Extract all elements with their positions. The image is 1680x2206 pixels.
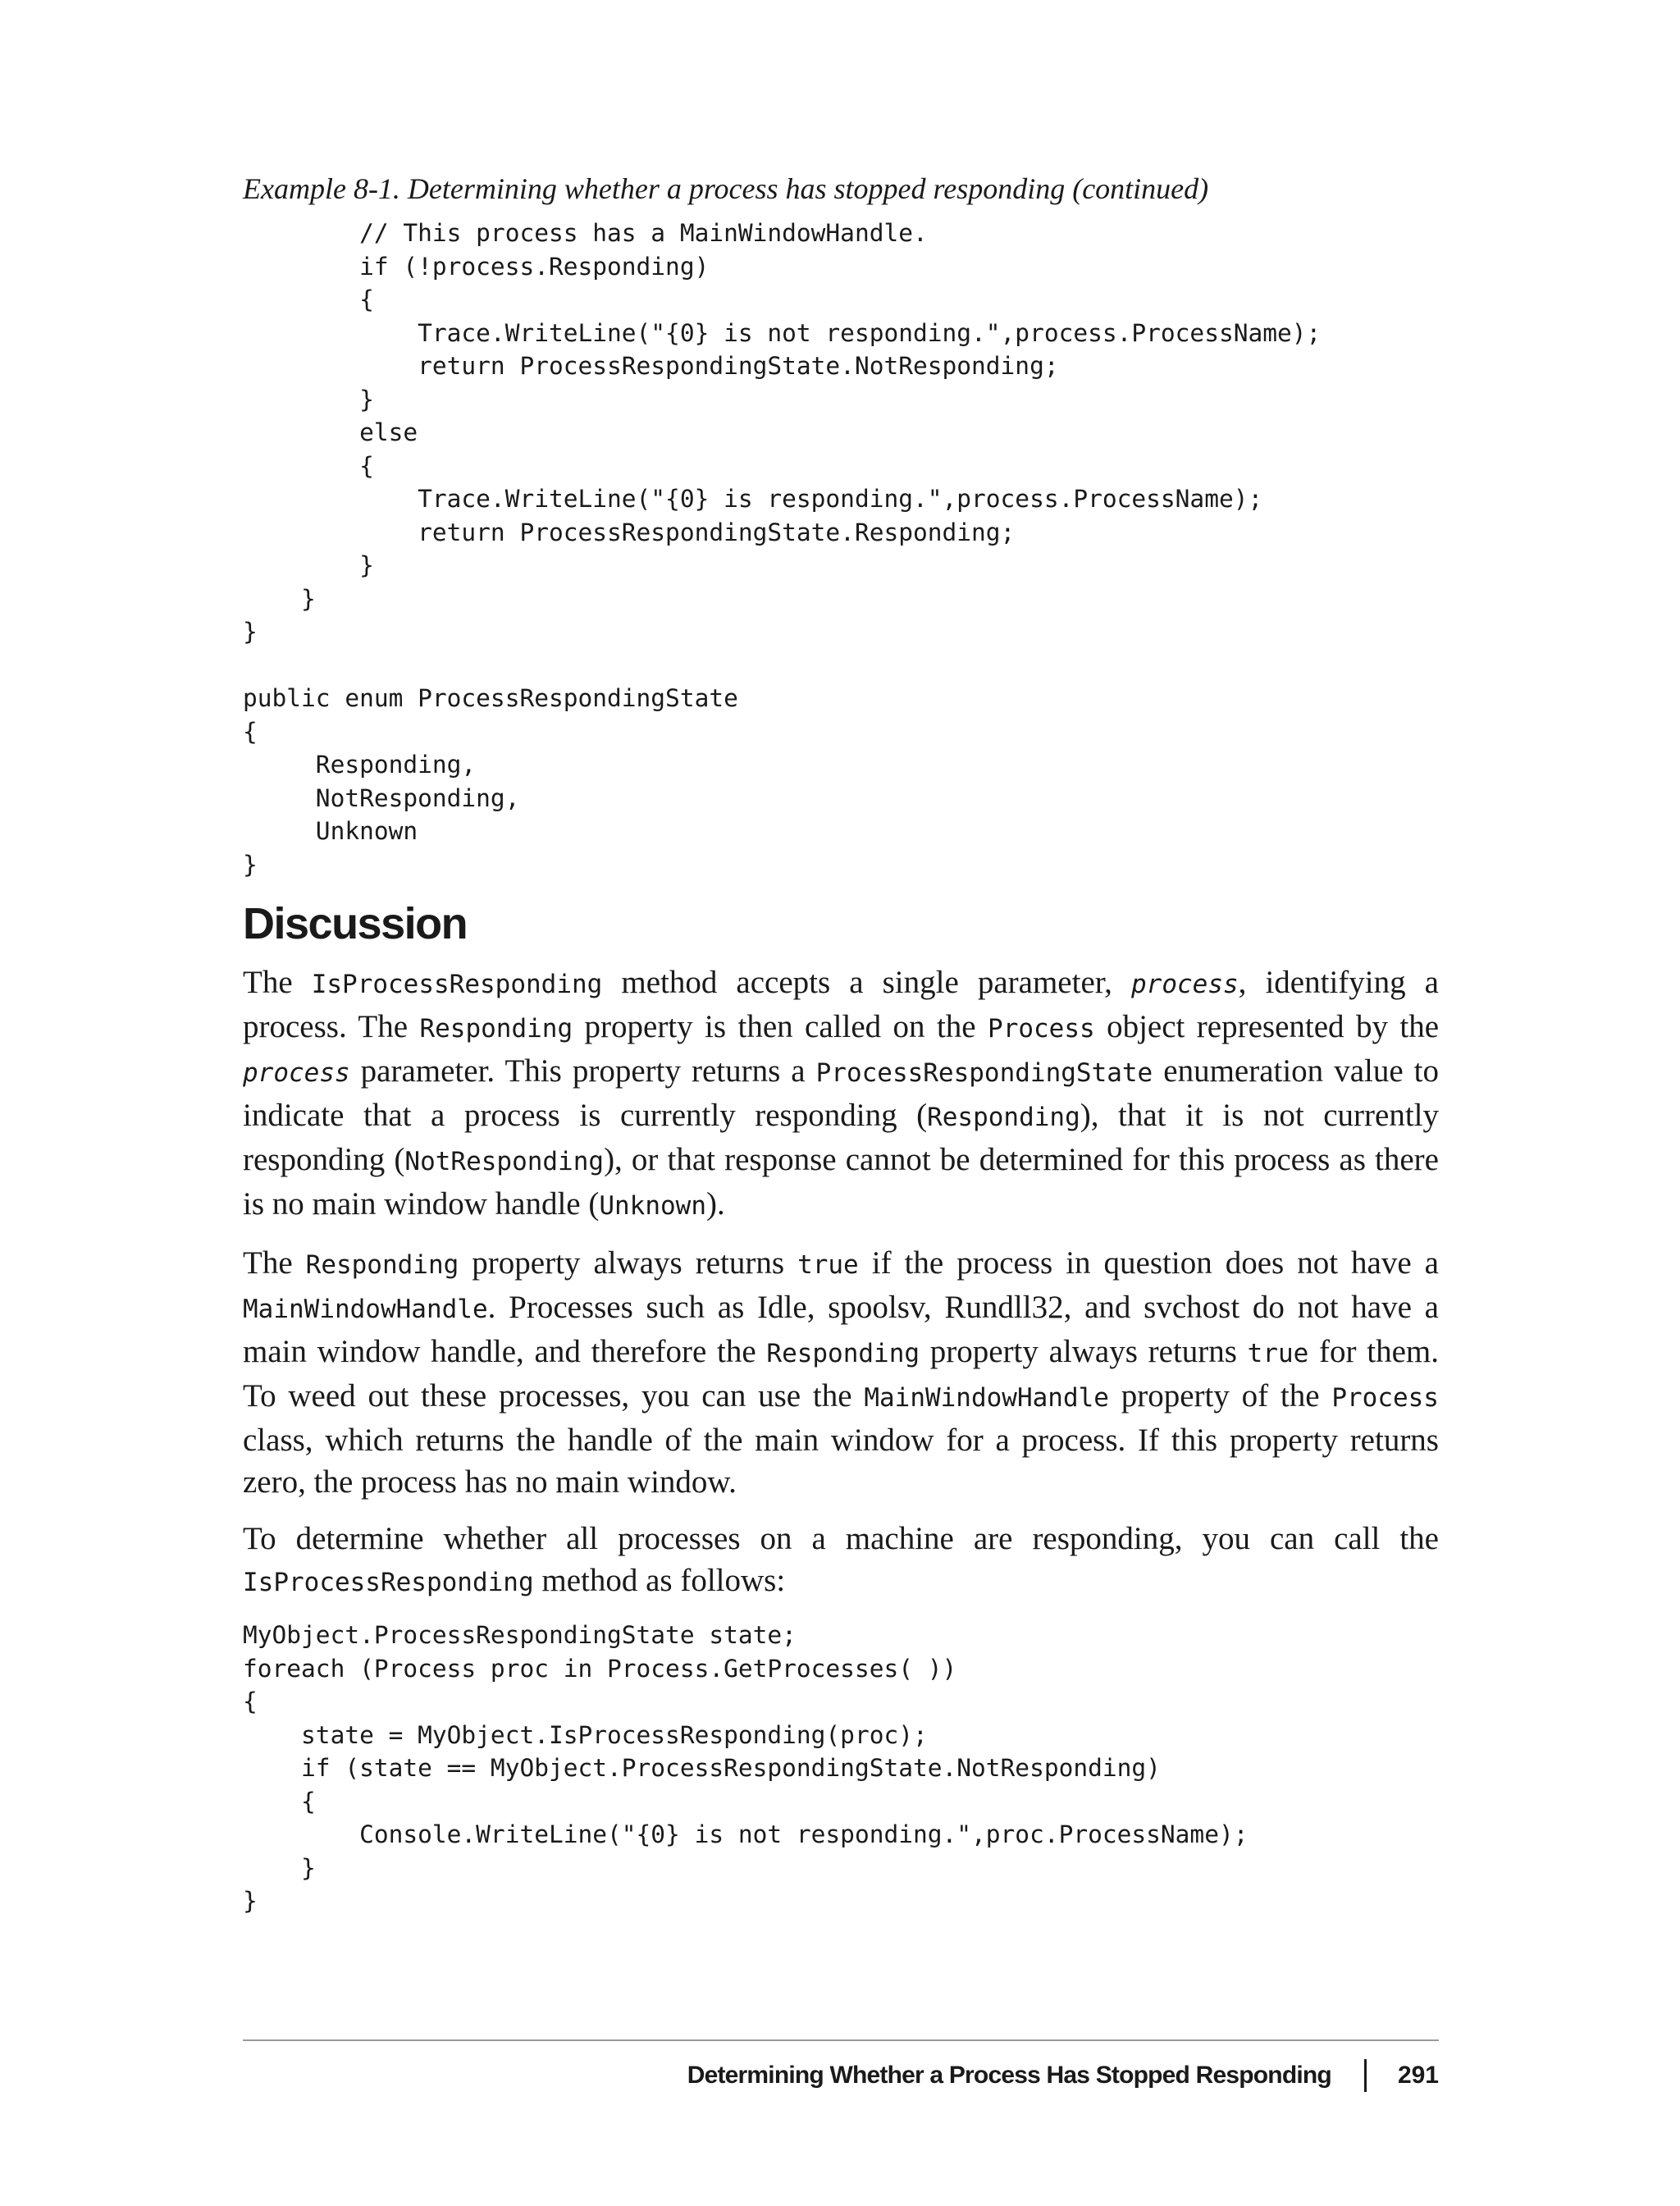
text: . Processes such as Idle, spoolsv, Rundll32, and svchost do not have a main window handle, and therefore the <box>243 1290 1439 1369</box>
text: class, which returns the handle of the main window for a process. If this property returns zero, the process has no main window. <box>243 1423 1439 1500</box>
text: To determine whether all processes on a machine are responding, you can call the <box>243 1521 1439 1556</box>
page-content <box>243 169 1439 1918</box>
text: parameter. This property returns a <box>349 1053 816 1089</box>
inline-code: Responding <box>305 1250 459 1280</box>
inline-code: Unknown <box>599 1191 707 1221</box>
text: for them. To weed out these processes, you can use the <box>243 1334 1439 1414</box>
text: property always returns <box>920 1334 1248 1369</box>
inline-code: NotResponding <box>404 1147 605 1176</box>
footer-row <box>687 2059 1439 2092</box>
text: The <box>243 965 312 1000</box>
section-heading: Discussion <box>243 899 468 948</box>
page-footer <box>243 2039 1439 2089</box>
code-block-usage: MyObject.ProcessRespondingState state; foreach (Process proc in Process.GetProcesses( )) { state = MyObject.IsProcessResponding(proc); if (state == MyObject.ProcessRespondingState.NotResponding) { Console.WriteLine("{0} is not responding.",proc.ProcessName); } } <box>243 1621 1249 1915</box>
running-title: Determining Whether a Process Has Stopped Responding <box>687 2062 1331 2089</box>
text: method accepts a single parameter, <box>602 965 1131 1000</box>
inline-code: IsProcessResponding <box>243 1568 534 1597</box>
text: property is then called on the <box>573 1009 988 1044</box>
code-block-example: // This process has a MainWindowHandle. if (!process.Responding) { Trace.WriteLine("{0} is not responding.",process.ProcessName); return ProcessRespondingState.NotResponding; } else { Trace.WriteLine("{0} is responding.",process.ProcessName); return ProcessRespondingState.Responding; } } } public enum ProcessRespondingState { Responding, NotResponding, Unknown } <box>243 219 1322 879</box>
text: ), that it is not currently responding ( <box>243 1098 1439 1177</box>
paragraph-1 <box>243 961 1439 1227</box>
text: object represented by the <box>1094 1009 1440 1044</box>
text: The <box>243 1245 306 1281</box>
inline-code: IsProcessResponding <box>311 970 603 999</box>
paragraph-3 <box>243 1518 1439 1604</box>
param-name: process <box>243 1058 350 1088</box>
page-number: 291 <box>1397 2062 1439 2089</box>
inline-code: ProcessRespondingState <box>815 1058 1153 1088</box>
text: ), or that response cannot be determined for this process as there is no main window handle ( <box>243 1142 1439 1222</box>
text: property always returns <box>459 1245 798 1281</box>
text: if the process in question does not have a <box>858 1245 1439 1281</box>
text: property of the <box>1108 1378 1332 1414</box>
text: enumeration value to indicate that a process is currently responding ( <box>243 1053 1440 1133</box>
inline-code: Process <box>988 1014 1095 1044</box>
text: ). <box>706 1186 725 1222</box>
param-name: process <box>1131 970 1239 999</box>
inline-code: true <box>1247 1339 1309 1368</box>
inline-code: Responding <box>766 1339 920 1368</box>
inline-code: Responding <box>419 1014 573 1044</box>
inline-code: MainWindowHandle <box>864 1383 1109 1413</box>
inline-code: Process <box>1331 1383 1439 1413</box>
inline-code: true <box>797 1250 859 1280</box>
inline-code: MainWindowHandle <box>243 1295 488 1324</box>
footer-divider <box>1364 2059 1367 2092</box>
text: method as follows: <box>533 1563 786 1598</box>
text: , identifying a process. The <box>243 965 1439 1044</box>
paragraph-2 <box>243 1242 1439 1503</box>
inline-code: Responding <box>927 1103 1080 1132</box>
example-caption: Example 8-1. Determining whether a process has stopped responding (continued) <box>243 172 1209 205</box>
